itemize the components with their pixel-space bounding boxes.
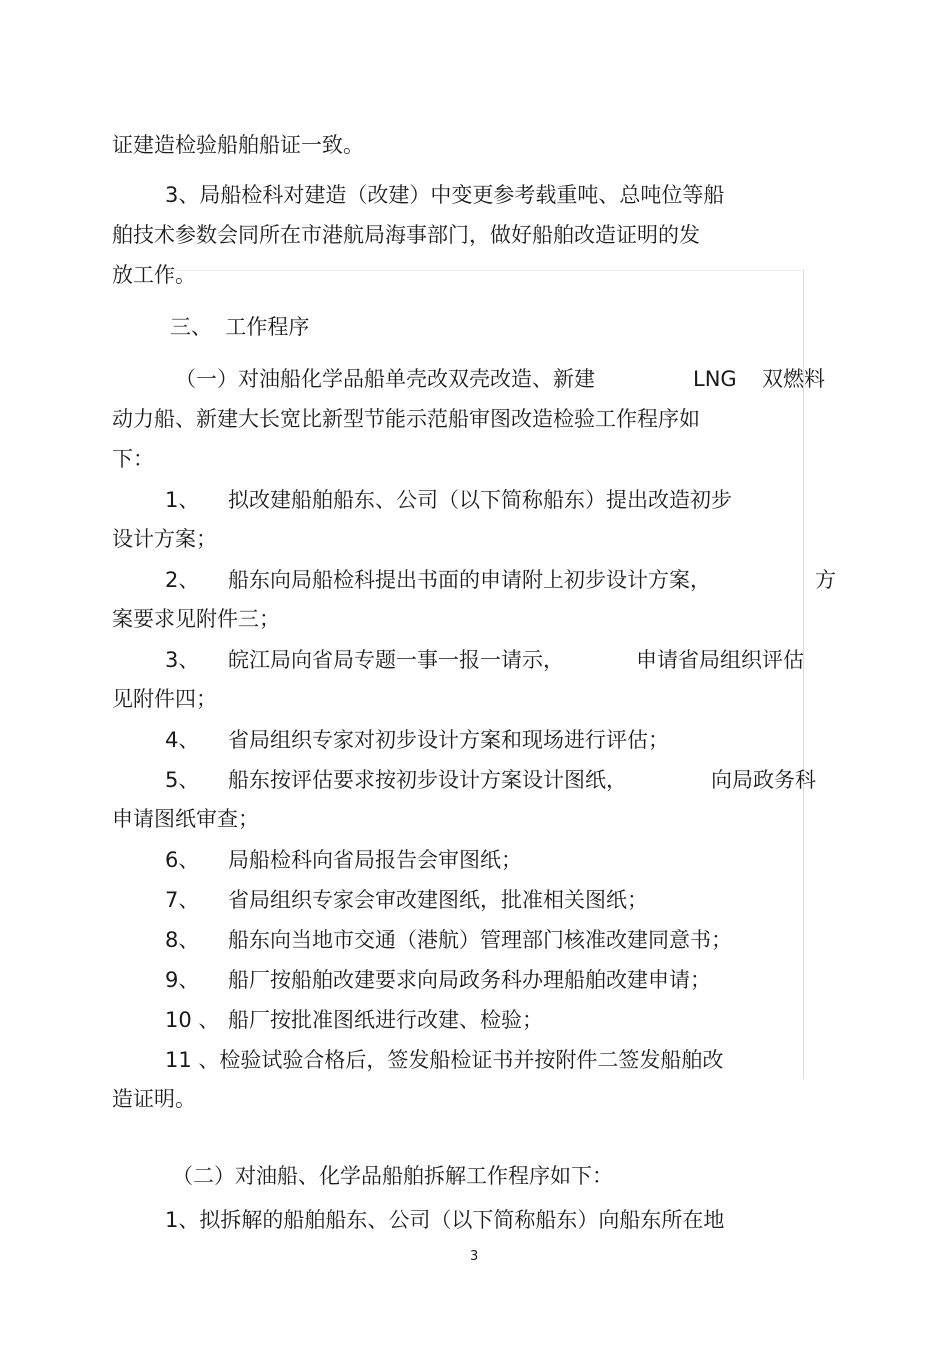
section-heading: （二）对油船、化学品船舶拆解工作程序如下： bbox=[172, 1164, 613, 1188]
text-line: 3、局船检科对建造（改建）中变更参考载重吨、总吨位等船 bbox=[165, 183, 725, 207]
text-line: （一）对油船化学品船单壳改双壳改造、新建 bbox=[175, 367, 595, 391]
list-number: 7、 bbox=[165, 888, 200, 912]
text-line: 证建造检验船舶船证一致。 bbox=[112, 133, 364, 157]
list-number: 5、 bbox=[165, 768, 200, 792]
text-line: 见附件四； bbox=[112, 687, 217, 711]
list-item: 船厂按船舶改建要求向局政务科办理船舶改建申请； bbox=[228, 968, 711, 992]
text-line: 双燃料 bbox=[762, 367, 825, 391]
list-item: 皖江局向省局专题一事一报一请示， bbox=[228, 648, 564, 672]
text-line: LNG bbox=[693, 367, 737, 391]
list-number: 10 、 bbox=[165, 1008, 220, 1032]
section-heading: 三、 工作程序 bbox=[170, 315, 310, 339]
list-number: 1、 bbox=[165, 488, 200, 512]
text-line: 造证明。 bbox=[112, 1087, 196, 1111]
list-number: 6、 bbox=[165, 848, 200, 872]
list-item: 船东按评估要求按初步设计方案设计图纸， bbox=[228, 768, 627, 792]
list-item: 船东向当地市交通（港航）管理部门核准改建同意书； bbox=[228, 928, 732, 952]
text-line: 向局政务科 bbox=[711, 768, 816, 792]
text-line: 方 bbox=[815, 568, 836, 592]
list-item: 船厂按批准图纸进行改建、检验； bbox=[228, 1008, 543, 1032]
list-item: 1、拟拆解的船舶船东、公司（以下简称船东）向船东所在地 bbox=[165, 1208, 725, 1232]
list-number: 9、 bbox=[165, 968, 200, 992]
list-item: 局船检科向省局报告会审图纸； bbox=[228, 848, 522, 872]
list-number: 4、 bbox=[165, 728, 200, 752]
text-line: 申请省局组织评估 bbox=[636, 648, 804, 672]
list-number: 8、 bbox=[165, 928, 200, 952]
list-item: 省局组织专家会审改建图纸，批准相关图纸； bbox=[228, 888, 648, 912]
list-number: 2、 bbox=[165, 568, 200, 592]
text-line: 设计方案； bbox=[112, 527, 217, 551]
list-item: 11 、检验试验合格后，签发船检证书并按附件二签发船舶改 bbox=[165, 1048, 724, 1072]
text-line: 申请图纸审查； bbox=[112, 807, 259, 831]
list-item: 省局组织专家对初步设计方案和现场进行评估； bbox=[228, 728, 669, 752]
list-number: 3、 bbox=[165, 648, 200, 672]
text-line: 舶技术参数会同所在市港航局海事部门，做好船舶改造证明的发 bbox=[112, 223, 700, 247]
page-number: 3 bbox=[470, 1249, 479, 1264]
text-line: 下： bbox=[112, 447, 154, 471]
text-line: 动力船、新建大长宽比新型节能示范船审图改造检验工作程序如 bbox=[112, 407, 700, 431]
list-item: 拟改建船舶船东、公司（以下简称船东）提出改造初步 bbox=[228, 488, 732, 512]
list-item: 船东向局船检科提出书面的申请附上初步设计方案， bbox=[228, 568, 711, 592]
text-line: 案要求见附件三； bbox=[112, 607, 280, 631]
text-line: 放工作。 bbox=[112, 263, 196, 287]
